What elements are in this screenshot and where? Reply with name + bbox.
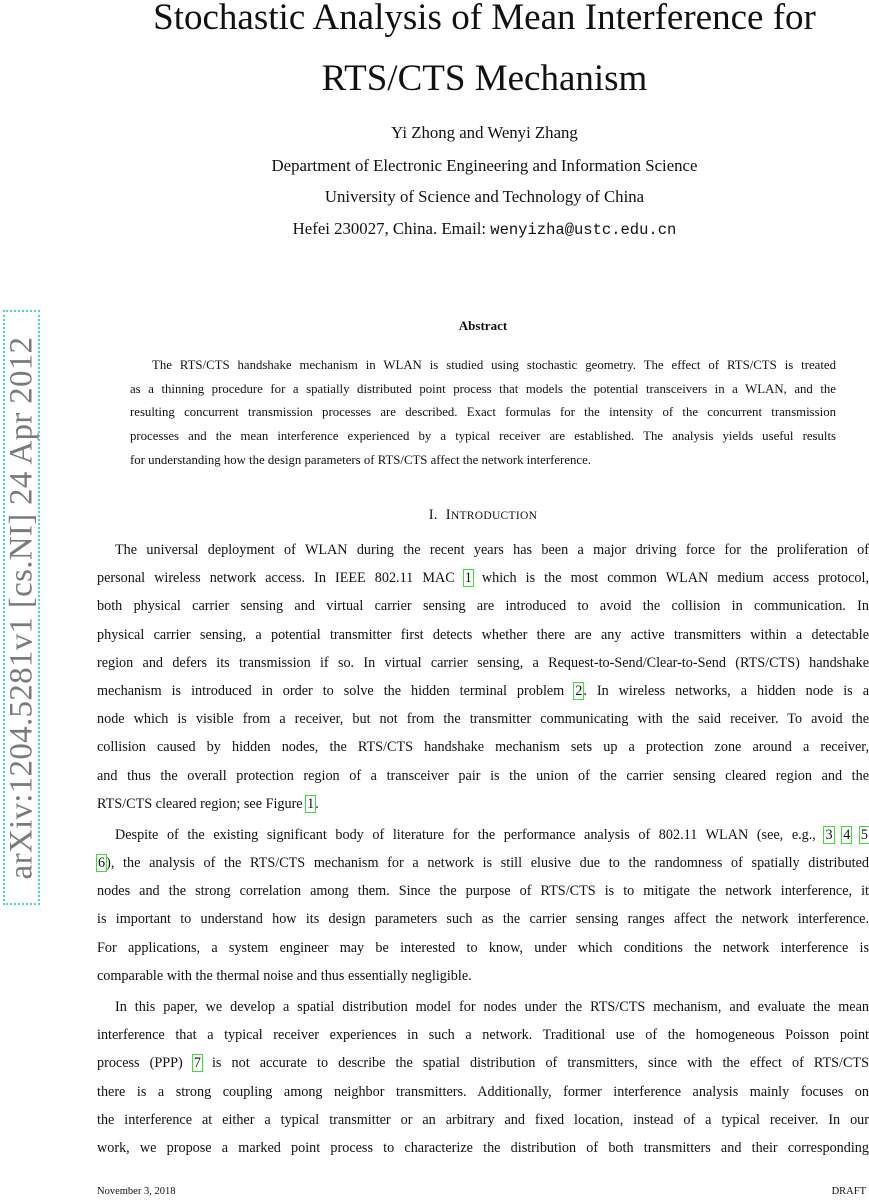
text-line: [97, 877, 869, 905]
text-segment: is not accurate to describe the spatial distribution of transmitters, since with the effect of RTS/CTS: [201, 1055, 869, 1072]
citation-link[interactable]: 2: [575, 682, 583, 699]
citation-link[interactable]: 4: [843, 826, 851, 843]
text-line: [130, 401, 836, 425]
citation-link[interactable]: 3: [825, 826, 833, 843]
text-segment: The universal deployment of WLAN during the recent years has been a major driving force for the proliferation of: [115, 542, 869, 558]
text-segment: .: [315, 795, 319, 812]
text-segment: RTS/CTS cleared region; see Figure: [97, 795, 307, 812]
text-segment: mechanism is introduced in order to solve the hidden terminal problem: [97, 682, 575, 699]
text-line: [97, 1078, 869, 1106]
text-segment: there is a strong coupling among neighbor transmitters. Additionally, former interference analysis mainly focuses on: [97, 1083, 869, 1100]
author-address: [0, 219, 869, 240]
text-segment: In this paper, we develop a spatial distribution model for nodes under the RTS/CTS mechanism, and evaluate the mean: [115, 999, 869, 1015]
author-university: University of Science and Technology of China: [324, 187, 645, 206]
text-line: [97, 536, 869, 564]
section-heading: [0, 507, 869, 524]
abstract-body: [130, 354, 836, 472]
text-line: [97, 705, 869, 733]
text-segment: is important to understand how its design parameters such as the carrier sensing ranges affect the network interference.: [97, 911, 869, 928]
paragraph: [97, 536, 869, 818]
text-line: [97, 1134, 869, 1162]
text-segment: interference that a typical receiver experiences in such a network. Traditional use of the homogeneous Poisson point: [97, 1027, 869, 1044]
text-segment: [834, 827, 843, 843]
introduction-body: [97, 536, 869, 1165]
text-segment: for understanding how the design parameters of RTS/CTS affect the network interference.: [130, 452, 591, 467]
email-link[interactable]: wenyizha@ustc.edu.cn: [490, 221, 677, 239]
text-line: [97, 905, 869, 933]
text-segment: as a thinning procedure for a spatially distributed point process that models the potential transceivers in a WLAN, and the: [130, 381, 836, 396]
text-line: [97, 1106, 869, 1134]
text-segment: nodes and the strong correlation among them. Since the purpose of RTS/CTS is to mitigate the network interference, it: [97, 883, 869, 900]
text-segment: work, we propose a marked point process to characterize the distribution of both transmitters and their corresponding: [97, 1139, 869, 1156]
paragraph: [97, 821, 869, 990]
paragraph: [97, 993, 869, 1162]
section-number: I.: [428, 507, 438, 523]
text-line: [97, 733, 869, 761]
text-segment: processes and the mean interference experienced by a typical receiver are established. The analysis yields useful results: [130, 429, 836, 444]
paper-title-line-2: RTS/CTS Mechanism: [321, 58, 648, 99]
text-segment: Despite of the existing significant body of literature for the performance analysis of 802.11 WLAN (see, e.g.,: [115, 826, 825, 843]
text-line: [97, 993, 869, 1021]
text-line: [130, 449, 836, 473]
text-segment: region and defers its transmission if so. In virtual carrier sensing, a Request-to-Send/Clear-to-Send (RTS/CTS) handshake: [97, 654, 869, 671]
abstract-heading: Abstract: [458, 318, 508, 333]
citation-link[interactable]: 5: [860, 826, 869, 843]
text-line: [130, 425, 836, 449]
text-line: [97, 649, 869, 677]
section-title-rest: NTRODUCTION: [450, 510, 538, 522]
text-segment: the interference at either a typical transmitter or an arbitrary and fixed location, instead of a typical receiver. In our: [97, 1111, 869, 1128]
text-line: [97, 621, 869, 649]
text-line: [97, 564, 869, 592]
text-segment: both physical carrier sensing and virtual carrier sensing are introduced to avoid the collision in communication. In: [97, 598, 869, 615]
text-segment: [851, 827, 860, 843]
text-line: [97, 592, 869, 620]
text-segment: . In wireless networks, a hidden node is a: [583, 682, 869, 699]
text-line: [97, 849, 869, 877]
text-segment: resulting concurrent transmission processes are described. Exact formulas for the intensity of the concurrent transmission: [130, 405, 836, 420]
text-line: [97, 790, 869, 818]
text-segment: which is the most common WLAN medium access protocol,: [472, 570, 869, 587]
arxiv-stamp[interactable]: [3, 310, 40, 905]
text-segment: node which is visible from a receiver, but not from the transmitter communicating with the said receiver. To avoid the: [97, 711, 869, 728]
author-names: Yi Zhong and Wenyi Zhang: [391, 123, 578, 142]
text-segment: and thus the overall protection region of a transceiver pair is the union of the carrier sensing cleared region and the: [97, 767, 869, 784]
text-line: [130, 354, 836, 378]
footer-date: November 3, 2018: [97, 1186, 176, 1197]
citation-link[interactable]: 1: [464, 570, 472, 587]
citation-link[interactable]: 7: [193, 1055, 201, 1072]
text-line: [97, 962, 869, 990]
author-department: Department of Electronic Engineering and Information Science: [271, 156, 698, 175]
arxiv-stamp-text: arXiv:1204.5281v1 [cs.NI] 24 Apr 2012: [3, 336, 39, 879]
citation-link[interactable]: 6: [98, 855, 106, 872]
text-segment: ), the analysis of the RTS/CTS mechanism for a network is still elusive due to the randomness of spatially distributed: [106, 855, 869, 872]
text-line: [97, 1049, 869, 1077]
text-line: [97, 934, 869, 962]
address-text: Hefei 230027, China. Email:: [292, 219, 491, 238]
paper-title-line-1: Stochastic Analysis of Mean Interference for: [153, 0, 816, 38]
footer-status: DRAFT: [831, 1186, 866, 1197]
text-line: [97, 821, 869, 849]
text-line: [97, 1021, 869, 1049]
text-line: [130, 378, 836, 402]
text-segment: The RTS/CTS handshake mechanism in WLAN is studied using stochastic geometry. The effect of RTS/CTS is treated: [152, 358, 836, 372]
text-segment: physical carrier sensing, a potential transmitter first detects whether there are any active transmitters within a detectable: [97, 626, 869, 643]
text-line: [97, 677, 869, 705]
text-line: [97, 762, 869, 790]
text-segment: comparable with the thermal noise and thus essentially negligible.: [97, 967, 472, 984]
citation-link[interactable]: 1: [307, 795, 315, 812]
text-segment: personal wireless network access. In IEEE 802.11 MAC: [97, 570, 464, 587]
text-segment: collision caused by hidden nodes, the RTS/CTS handshake mechanism sets up a protection zone around a receiver,: [97, 739, 869, 756]
text-segment: For applications, a system engineer may be interested to know, under which conditions the network interference is: [97, 939, 869, 956]
text-segment: process (PPP): [97, 1055, 193, 1072]
section-first-letter: I: [445, 507, 451, 523]
